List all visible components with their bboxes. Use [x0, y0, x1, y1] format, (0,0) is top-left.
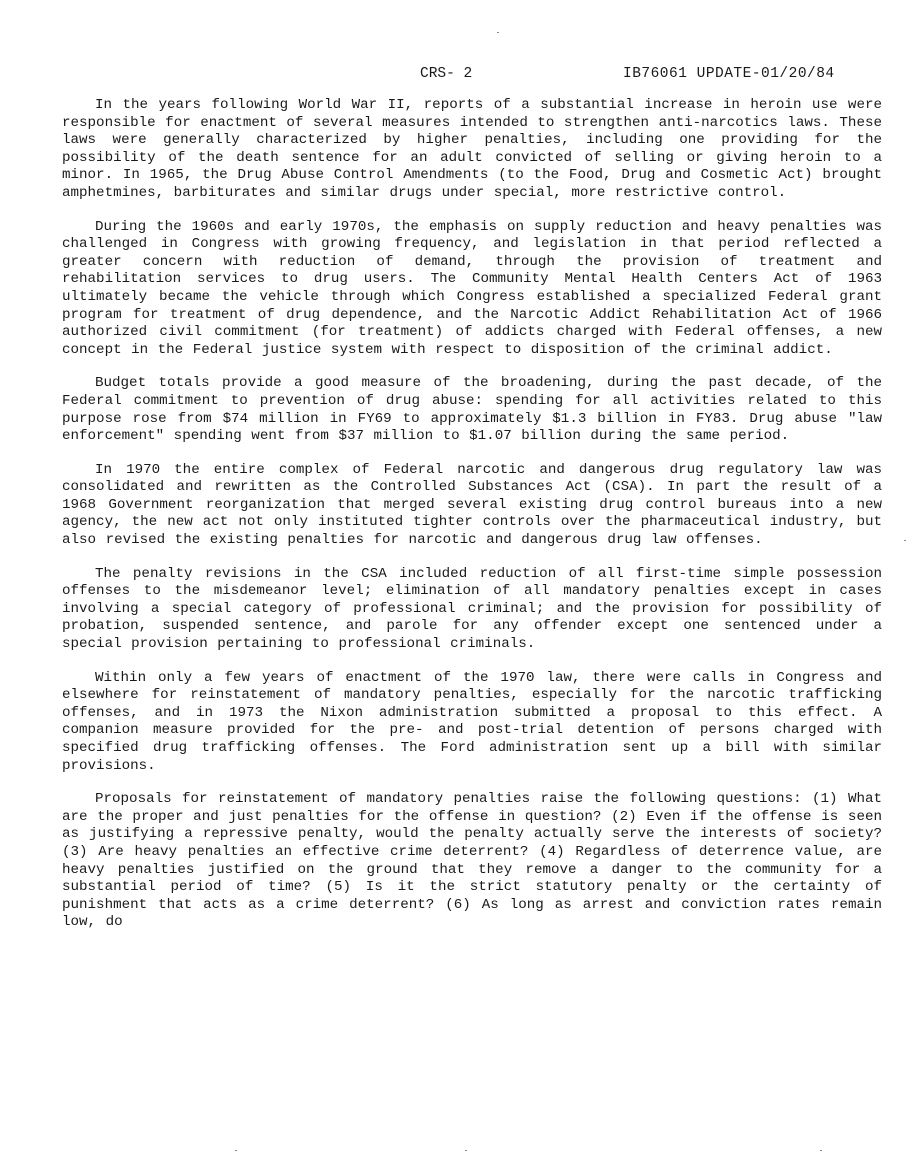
- scan-speck: [465, 1150, 467, 1151]
- paragraph-5: The penalty revisions in the CSA included reduction of all first-time simple possession offenses to the misdemeanor level; elimination of all mandatory penalties except in cases involving a special category of professional criminal; and the provision for possibility of probation, suspended sentence, and parole for any offender except one sentenced under a special provision pertaining to professional criminals.: [62, 565, 882, 653]
- page-label: CRS- 2: [420, 66, 473, 82]
- paragraph-3: Budget totals provide a good measure of the broadening, during the past decade, of the Federal commitment to prevention of drug abuse: spending for all activities related to this purpose rose from $74 million in FY69 to approximately $1.3 billion in FY83. Drug abuse "law enforcement" spending went from $37 million to $1.07 billion during the same period.: [62, 375, 882, 445]
- paragraph-2: During the 1960s and early 1970s, the emphasis on supply reduction and heavy penalties was challenged in Congress with growing frequency, and legislation in that period reflected a greater concern with reduction of demand, through the provision of treatment and rehabilitation services to drug users. The Community Mental Health Centers Act of 1963 ultimately became the vehicle through which Congress established a specialized Federal grant program for treatment of drug dependence, and the Narcotic Addict Rehabilitation Act of 1966 authorized civil commitment (for treatment) of addicts charged with Federal offenses, a new concept in the Federal justice system with respect to disposition of the criminal addict.: [62, 218, 882, 358]
- scan-speck: [904, 540, 906, 541]
- paragraph-6: Within only a few years of enactment of the 1970 law, there were calls in Congress and elsewhere for reinstatement of mandatory penalties, especially for the narcotic trafficking offenses, and in 1973 the Nixon administration submitted a proposal to this effect. A companion measure provided for the pre- and post-trial detention of persons charged with specified drug trafficking offenses. The Ford administration sent up a bill with similar provisions.: [62, 669, 882, 774]
- document-body: [62, 97, 882, 932]
- scan-speck: [235, 1150, 237, 1151]
- paragraph-7: Proposals for reinstatement of mandatory penalties raise the following questions: (1) What are the proper and just penalties for the offense in question? (2) Even if the offense is seen as justifying a repressive penalty, would the penalty actually serve the interests of society? (3) Are heavy penalties an effective crime deterrent? (4) Regardless of deterrence value, are heavy penalties justified on the ground that they remove a danger to the community for a substantial period of time? (5) Is it the strict statutory penalty or the certainty of punishment that acts as a crime deterrent? (6) As long as arrest and conviction rates remain low, do: [62, 791, 882, 931]
- paragraph-4: In 1970 the entire complex of Federal narcotic and dangerous drug regulatory law was consolidated and rewritten as the Controlled Substances Act (CSA). In part the result of a 1968 Government reorganization that merged several existing drug control bureaus into a new agency, the new act not only instituted tighter controls over the pharmaceutical industry, but also revised the existing penalties for narcotic and dangerous drug law offenses.: [62, 461, 882, 549]
- scan-speck: [497, 32, 499, 33]
- document-id: IB76061 UPDATE-01/20/84: [623, 66, 835, 82]
- page-header: [0, 64, 920, 84]
- scan-speck: [820, 1150, 822, 1151]
- paragraph-1: In the years following World War II, reports of a substantial increase in heroin use were responsible for enactment of several measures intended to strengthen anti-narcotics laws. These laws were generally characterized by higher penalties, including one providing for the possibility of the death sentence for an adult convicted of selling or giving heroin to a minor. In 1965, the Drug Abuse Control Amendments (to the Food, Drug and Cosmetic Act) brought amphetmines, barbiturates and similar drugs under special, more restrictive control.: [62, 97, 882, 201]
